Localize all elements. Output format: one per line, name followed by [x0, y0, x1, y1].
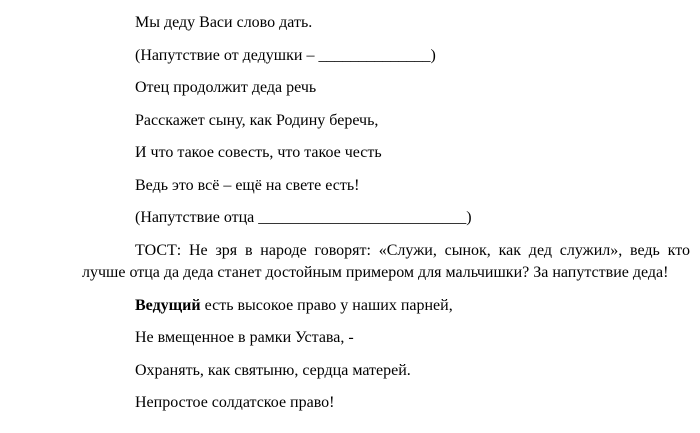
blank-line-father-parting-words: (Напутствие отца __________________________): [135, 209, 472, 226]
verse-line-not-in-regulations: Не вмещенное в рамки Устава, -: [135, 329, 354, 346]
host-line: [82, 295, 690, 318]
verse-line-guard-mothers-hearts: Охранять, как святыню, сердца матерей.: [135, 361, 411, 379]
host-line-text: есть высокое право у наших парней,: [200, 296, 453, 314]
verse-line-soldiers-right: Непростое солдатское право!: [135, 394, 335, 411]
verse-line-father-continues: Отец продолжит деда речь: [135, 79, 317, 96]
verse-line-protect-motherland: Расскажет сыну, как Родину беречь,: [135, 111, 379, 129]
verse-line-give-word: Мы деду Васи слово дать.: [135, 14, 313, 31]
speaker-label-host: Ведущий: [135, 296, 201, 314]
verse-line-conscience-honor: И что такое совесть, что такое честь: [135, 144, 382, 161]
toast-paragraph: ТОСТ: Не зря в народе говорят: «Служи, сынок, как дед служил», ведь кто лучше отца да деда станет достойным примером для мальчишки? За напутствие деда!: [82, 241, 690, 281]
verse-line-still-exists: Ведь это всё – ещё на свете есть!: [135, 176, 360, 194]
blank-line-grandfather-parting-words: (Напутствие от дедушки – ______________): [135, 46, 436, 64]
